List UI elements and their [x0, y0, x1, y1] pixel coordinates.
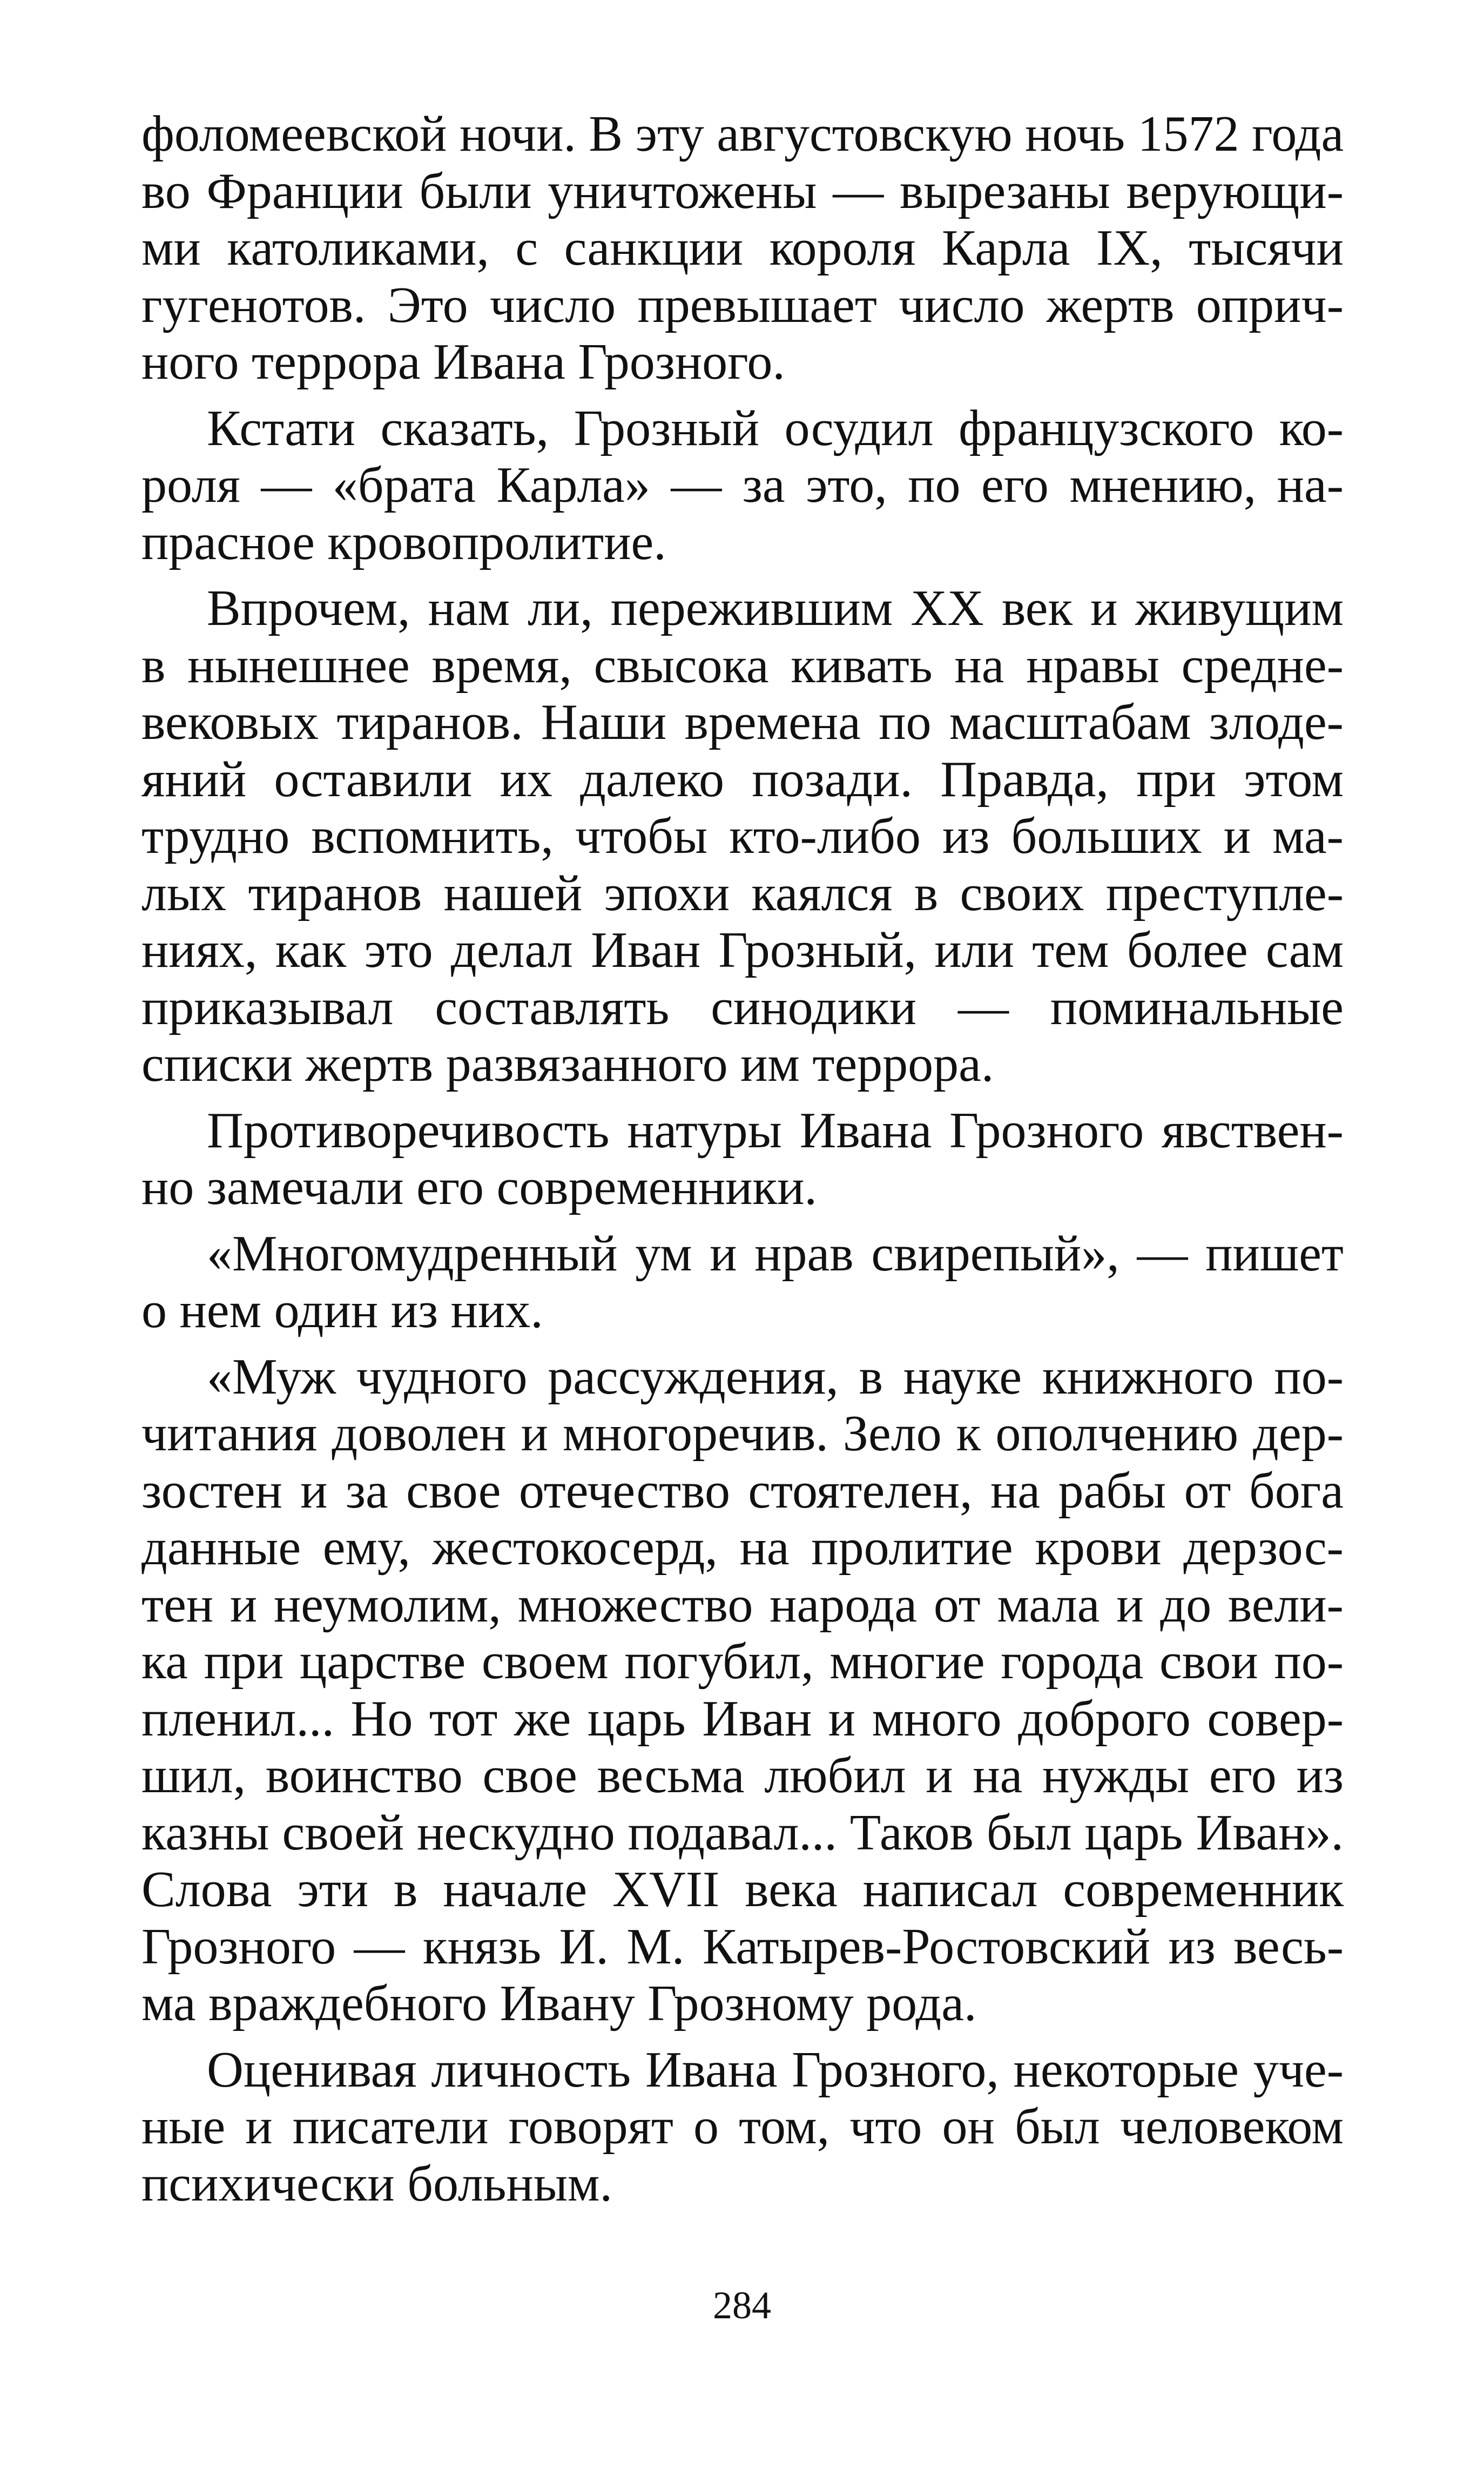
paragraph-1	[141, 106, 1344, 391]
text-line: «Многомудренный ум и нрав свирепый», — пишет	[207, 1225, 1344, 1282]
text-line: во Франции были уничтожены — вырезаны верующи-	[141, 163, 1344, 219]
text-line: фоломеевской ночи. В эту августовскую ночь 1572 года	[141, 106, 1344, 162]
paragraph-7	[141, 2042, 1344, 2213]
text-line: Впрочем, нам ли, пережившим XX век и живущим	[207, 580, 1344, 636]
text-line: ниях, как это делал Иван Грозный, или тем более сам	[141, 922, 1344, 978]
text-line: вековых тиранов. Наши времена по масштабам злоде-	[141, 694, 1344, 750]
text-line: в нынешнее время, свысока кивать на нравы средне-	[141, 637, 1344, 694]
paragraph-3	[141, 580, 1344, 1093]
text-line: Оценивая личность Ивана Грозного, некоторые уче-	[207, 2041, 1344, 2098]
text-line: тен и неумолим, множество народа от мала и до вели-	[141, 1576, 1344, 1633]
text-line: зостен и за свое отечество стоятелен, на рабы от бога	[141, 1462, 1344, 1519]
paragraph-2	[141, 400, 1344, 571]
text-line: ные и писатели говорят о том, что он был человеком	[141, 2098, 1344, 2155]
text-line: о нем один из них.	[141, 1282, 543, 1338]
text-line: Слова эти в начале XVII века написал современник	[141, 1861, 1344, 1917]
text-line: читания доволен и многоречив. Зело к ополчению дер-	[141, 1405, 1344, 1462]
text-line: данные ему, жестокосерд, на пролитие крови дерзос-	[141, 1519, 1344, 1576]
text-line: прасное кровопролитие.	[141, 514, 666, 570]
text-line: Противоречивость натуры Ивана Грозного явствен-	[207, 1102, 1344, 1159]
text-line: ми католиками, с санкции короля Карла IX, тысячи	[141, 220, 1344, 276]
text-line: но замечали его современники.	[141, 1159, 817, 1215]
text-line: яний оставили их далеко позади. Правда, при этом	[141, 751, 1344, 808]
text-line: списки жертв развязанного им террора.	[141, 1036, 994, 1092]
paragraph-5	[141, 1226, 1344, 1340]
text-line: трудно вспомнить, чтобы кто-либо из больших и ма-	[141, 808, 1344, 864]
page-number: 284	[713, 2284, 771, 2327]
text-line: Кстати сказать, Грозный осудил французского ко-	[207, 400, 1344, 456]
paragraph-6	[141, 1349, 1344, 2033]
text-line: ка при царстве своем погубил, многие города свои по-	[141, 1633, 1344, 1690]
text-line: ного террора Ивана Грозного.	[141, 334, 785, 390]
text-line: шил, воинство свое весьма любил и на нужды его из	[141, 1747, 1344, 1804]
text-line: роля — «брата Карла» — за это, по его мнению, на-	[141, 457, 1344, 513]
text-line: лых тиранов нашей эпохи каялся в своих преступле-	[141, 865, 1344, 921]
paragraph-4	[141, 1102, 1344, 1216]
text-line: Грозного — князь И. М. Катырев-Ростовский из весь-	[141, 1918, 1344, 1975]
text-line: гугенотов. Это число превышает число жертв оприч-	[141, 277, 1344, 333]
text-line: психически больным.	[141, 2155, 612, 2212]
text-line: пленил... Но тот же царь Иван и много доброго совер-	[141, 1690, 1344, 1747]
text-line: «Муж чудного рассуждения, в науке книжного по-	[207, 1348, 1344, 1405]
text-line: приказывал составлять синодики — поминальные	[141, 979, 1344, 1035]
text-line: ма враждебного Ивану Грозному рода.	[141, 1975, 977, 2031]
text-line: казны своей нескудно подавал... Таков был царь Иван».	[141, 1804, 1344, 1861]
body-text	[141, 106, 1344, 2212]
